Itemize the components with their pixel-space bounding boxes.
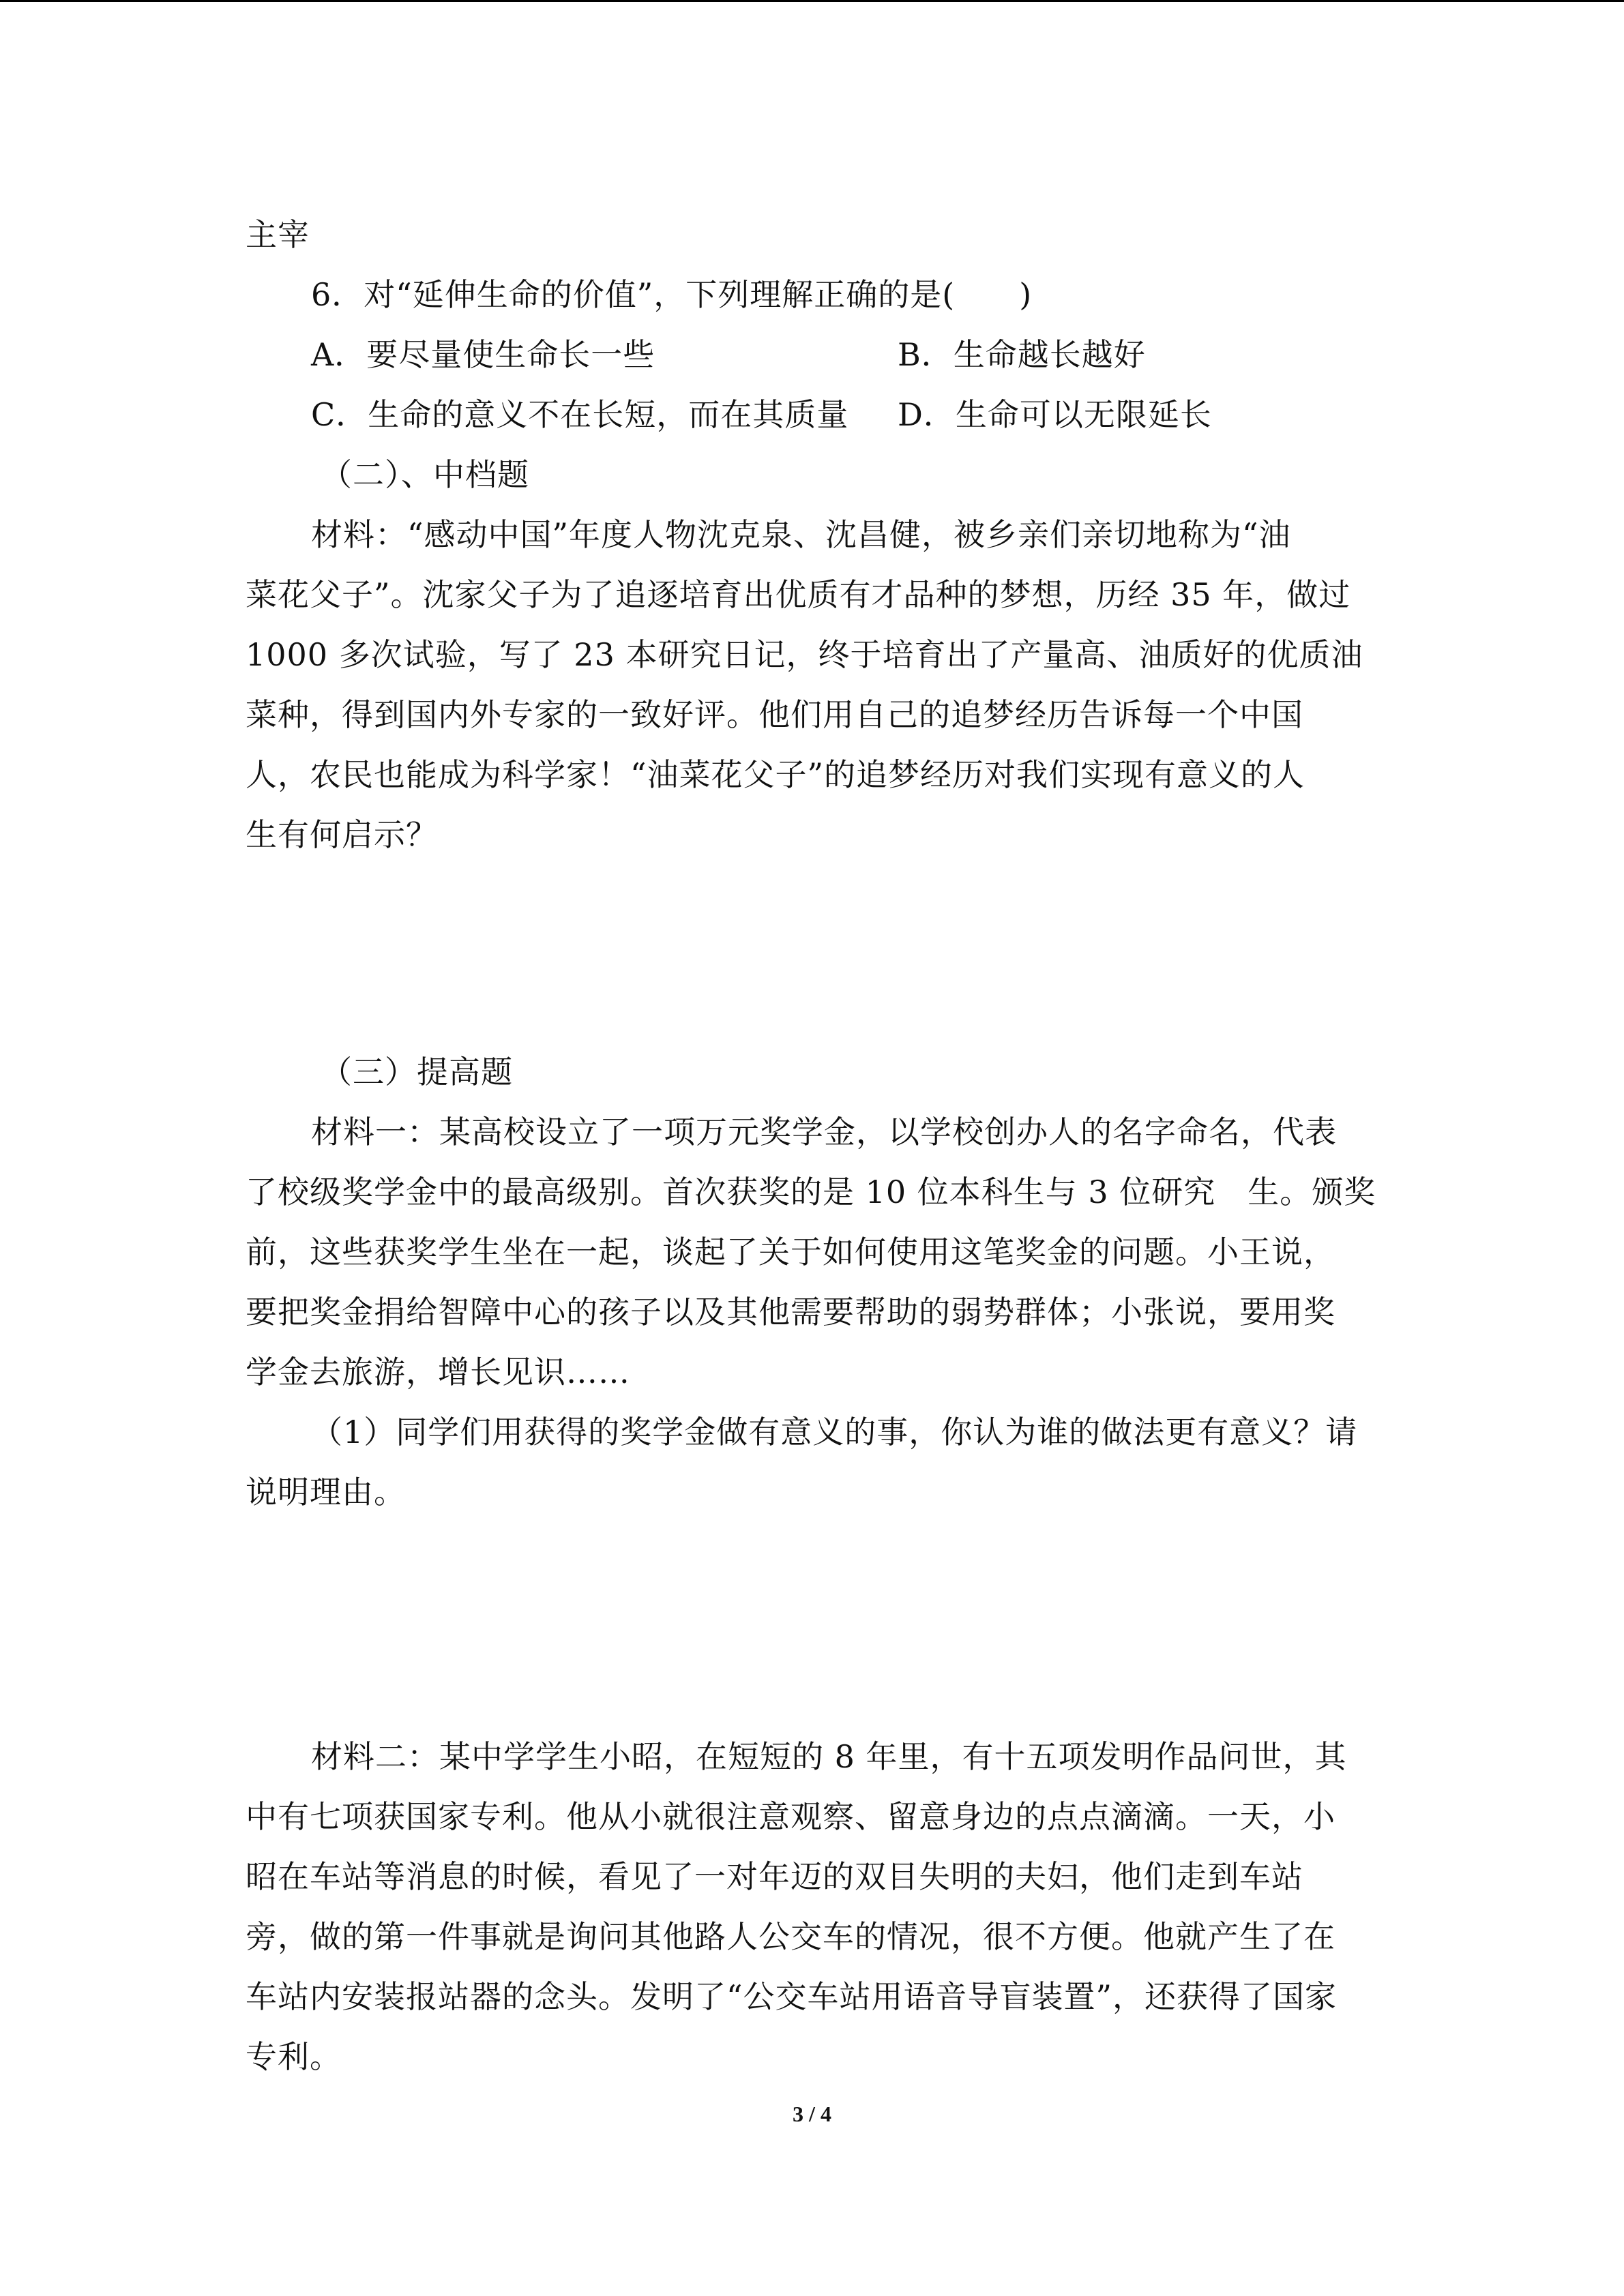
section-2-line: 生有何启示？: [246, 816, 438, 853]
material-1-line: 了校级奖学金中的最高级别。首次获奖的是 10 位本科生与 3 位研究 生。颁奖: [246, 1174, 1376, 1210]
material-1-line: 要把奖金捐给智障中心的孩子以及其他需要帮助的弱势群体；小张说，要用奖: [246, 1294, 1335, 1330]
material-2-line: 旁，做的第一件事就是询问其他路人公交车的情况，很不方便。他就产生了在: [246, 1918, 1335, 1955]
document-body: [246, 205, 1378, 2087]
option-c: C．生命的意义不在长短，而在其质量: [311, 396, 849, 433]
question-1-line: （1）同学们用获得的奖学金做有意义的事，你认为谁的做法更有意义？请: [311, 1414, 1358, 1450]
section-2-line: 菜种，得到国内外专家的一致好评。他们用自己的追梦经历告诉每一个中国: [246, 696, 1303, 733]
material-2-line: 专利。: [246, 2038, 342, 2075]
material-2-line: 材料二：某中学学生小昭，在短短的 8 年里，有十五项发明作品问世，其: [311, 1738, 1347, 1775]
answer-space: [246, 1522, 1378, 1727]
section-2-line: 1000 多次试验，写了 23 本研究日记，终于培育出了产量高、油质好的优质油: [246, 636, 1363, 673]
option-d: D．生命可以无限延长: [898, 396, 1212, 433]
page-number: 3 / 4: [793, 2102, 831, 2126]
material-2-line: 中有七项获国家专利。他从小就很注意观察、留意身边的点点滴滴。一天，小: [246, 1798, 1335, 1835]
section-3-heading: （三）提高题: [321, 1054, 513, 1090]
material-1-line: 学金去旅游，增长见识……: [246, 1354, 630, 1390]
material-2-line: 昭在车站等消息的时候，看见了一对年迈的双目失明的夫妇，他们走到车站: [246, 1858, 1303, 1895]
material-1-line: 材料一：某高校设立了一项万元奖学金，以学校创办人的名字命名，代表: [311, 1114, 1337, 1150]
question-1-line: 说明理由。: [246, 1474, 406, 1510]
section-2-line: 材料：“感动中国”年度人物沈克泉、沈昌健，被乡亲们亲切地称为“油: [311, 516, 1291, 553]
section-2-line: 人，农民也能成为科学家！“油菜花父子”的追梦经历对我们实现有意义的人: [246, 756, 1305, 793]
option-b: B．生命越长越好: [898, 336, 1146, 373]
question-6-options-row-2: [246, 385, 1378, 445]
section-2-heading: （二）、中档题: [321, 456, 529, 493]
section-2-line: 菜花父子”。沈家父子为了追逐培育出优质有才品种的梦想，历经 35 年，做过: [246, 576, 1351, 613]
top-border-rule: [0, 0, 1624, 2]
question-6-stem: 6．对“延伸生命的价值”，下列理解正确的是( ): [311, 276, 1033, 313]
continuation-text: 主宰: [246, 216, 310, 253]
question-6-options-row-1: [246, 325, 1378, 385]
material-2-line: 车站内安装报站器的念头。发明了“公交车站用语音导盲装置”，还获得了国家: [246, 1978, 1338, 2015]
material-1-line: 前，这些获奖学生坐在一起，谈起了关于如何使用这笔奖金的问题。小王说，: [246, 1234, 1335, 1270]
option-a: A．要尽量使生命长一些: [311, 336, 655, 373]
answer-space: [246, 865, 1378, 1042]
